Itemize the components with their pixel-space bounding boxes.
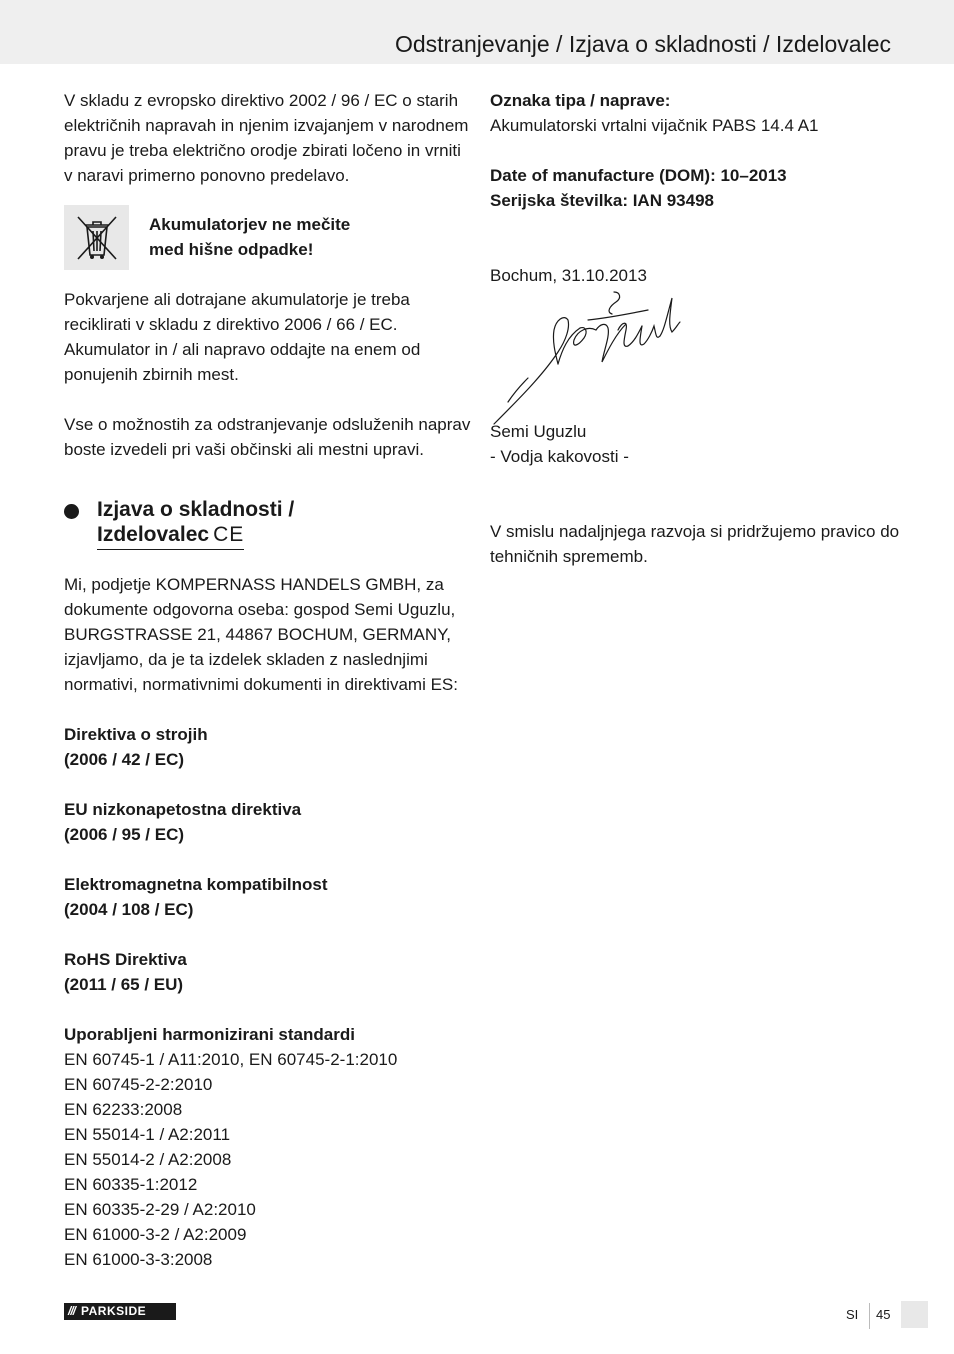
battery-warning-text	[149, 212, 350, 262]
standard-item: EN 60335-2-29 / A2:2010	[64, 1200, 256, 1219]
warning-line-1: Akumulatorjev ne mečite	[149, 215, 351, 234]
logo-stripes: ///	[68, 1304, 76, 1318]
standards-heading: Uporabljeni harmonizirani standardi	[64, 1025, 355, 1044]
page-title: Odstranjevanje / Izjava o skladnosti / Izdelovalec	[394, 31, 891, 57]
directive-block	[64, 722, 474, 772]
directive-number: (2004 / 108 / EC)	[64, 900, 194, 919]
parkside-logo	[64, 1303, 176, 1320]
page-header	[0, 0, 954, 64]
page-number: 45	[876, 1307, 891, 1322]
standard-item: EN 55014-2 / A2:2008	[64, 1150, 232, 1169]
manufacture-date: Date of manufacture (DOM): 10–2013	[490, 166, 787, 185]
standard-item: EN 60745-2-2:2010	[64, 1075, 213, 1094]
directive-block	[64, 872, 474, 922]
standard-item: EN 62233:2008	[64, 1100, 183, 1119]
section-heading-text: Izdelovalec	[97, 523, 210, 546]
right-column	[490, 88, 910, 569]
directive-number: (2006 / 95 / EC)	[64, 825, 185, 844]
place-date: Bochum, 31.10.2013	[490, 266, 647, 285]
warning-line-2: med hišne odpadke!	[149, 240, 314, 259]
type-value: Akumulatorski vrtalni vijačnik PABS 14.4 A1	[490, 116, 819, 135]
directive-number: (2006 / 42 / EC)	[64, 750, 185, 769]
directive-number: (2011 / 65 / EU)	[64, 975, 184, 994]
reservation-paragraph: V smislu nadaljnjega razvoja si pridržujemo pravico do tehničnih sprememb.	[490, 522, 900, 566]
section-heading	[64, 497, 474, 550]
logo-brand-text: PARKSIDE	[81, 1304, 147, 1318]
footer-divider	[869, 1303, 870, 1329]
signer-title: - Vodja kakovosti -	[490, 447, 629, 466]
intro-paragraph: V skladu z evropsko direktivo 2002 / 96 / EC o starih električnih napravah in njenim izvajanjem v narodnem pravu je treba električno orodje zbirati ločeno in vrniti v naravi primerno ponovno predelavo.	[64, 91, 469, 185]
crossed-bin-icon	[64, 205, 129, 270]
standards-list	[64, 1022, 474, 1272]
recycle-paragraph: Pokvarjene ali dotrajane akumulatorje je treba reciklirati v skladu z direktivo 2006 / 66 / EC. Akumulator in / ali napravo oddajte na enem od ponujenih zbirnih mest.	[64, 290, 421, 384]
signature-image	[488, 290, 688, 430]
bullet-icon	[64, 504, 79, 519]
standard-item: EN 61000-3-2 / A2:2009	[64, 1225, 247, 1244]
signer-name: Semi Uguzlu	[490, 422, 587, 441]
directive-title: Elektromagnetna kompatibilnost	[64, 875, 328, 894]
standard-item: EN 55014-1 / A2:2011	[64, 1125, 231, 1144]
section-heading-line-2	[97, 522, 244, 550]
type-label: Oznaka tipa / naprave:	[490, 91, 671, 110]
language-code: SI	[846, 1307, 859, 1322]
footer-tab-marker	[901, 1301, 928, 1328]
standard-item: EN 60745-1 / A11:2010, EN 60745-2-1:2010	[64, 1050, 398, 1069]
serial-number: Serijska številka: IAN 93498	[490, 191, 714, 210]
directive-title: RoHS Direktiva	[64, 950, 187, 969]
directive-block	[64, 797, 474, 847]
section-heading-line-1: Izjava o skladnosti /	[97, 498, 295, 521]
battery-warning	[64, 205, 474, 270]
left-column	[64, 88, 474, 1272]
standard-item: EN 60335-1:2012	[64, 1175, 198, 1194]
disposal-paragraph: Vse o možnostih za odstranjevanje odsluženih naprav boste izvedeli pri vaši občinski ali mestni upravi.	[64, 415, 471, 459]
standard-item: EN 61000-3-3:2008	[64, 1250, 213, 1269]
ce-mark-icon: CE	[213, 523, 245, 546]
declaration-paragraph: Mi, podjetje KOMPERNASS HANDELS GMBH, za dokumente odgovorna oseba: gospod Semi Uguzlu, BURGSTRASSE 21, 44867 BOCHUM, GERMANY, izjavljamo, da je ta izdelek skladen z naslednjimi normativi, normativnimi dokumenti in direktivami ES:	[64, 575, 458, 694]
directive-title: EU nizkonapetostna direktiva	[64, 800, 302, 819]
directive-title: Direktiva o strojih	[64, 725, 208, 744]
directive-block	[64, 947, 474, 997]
